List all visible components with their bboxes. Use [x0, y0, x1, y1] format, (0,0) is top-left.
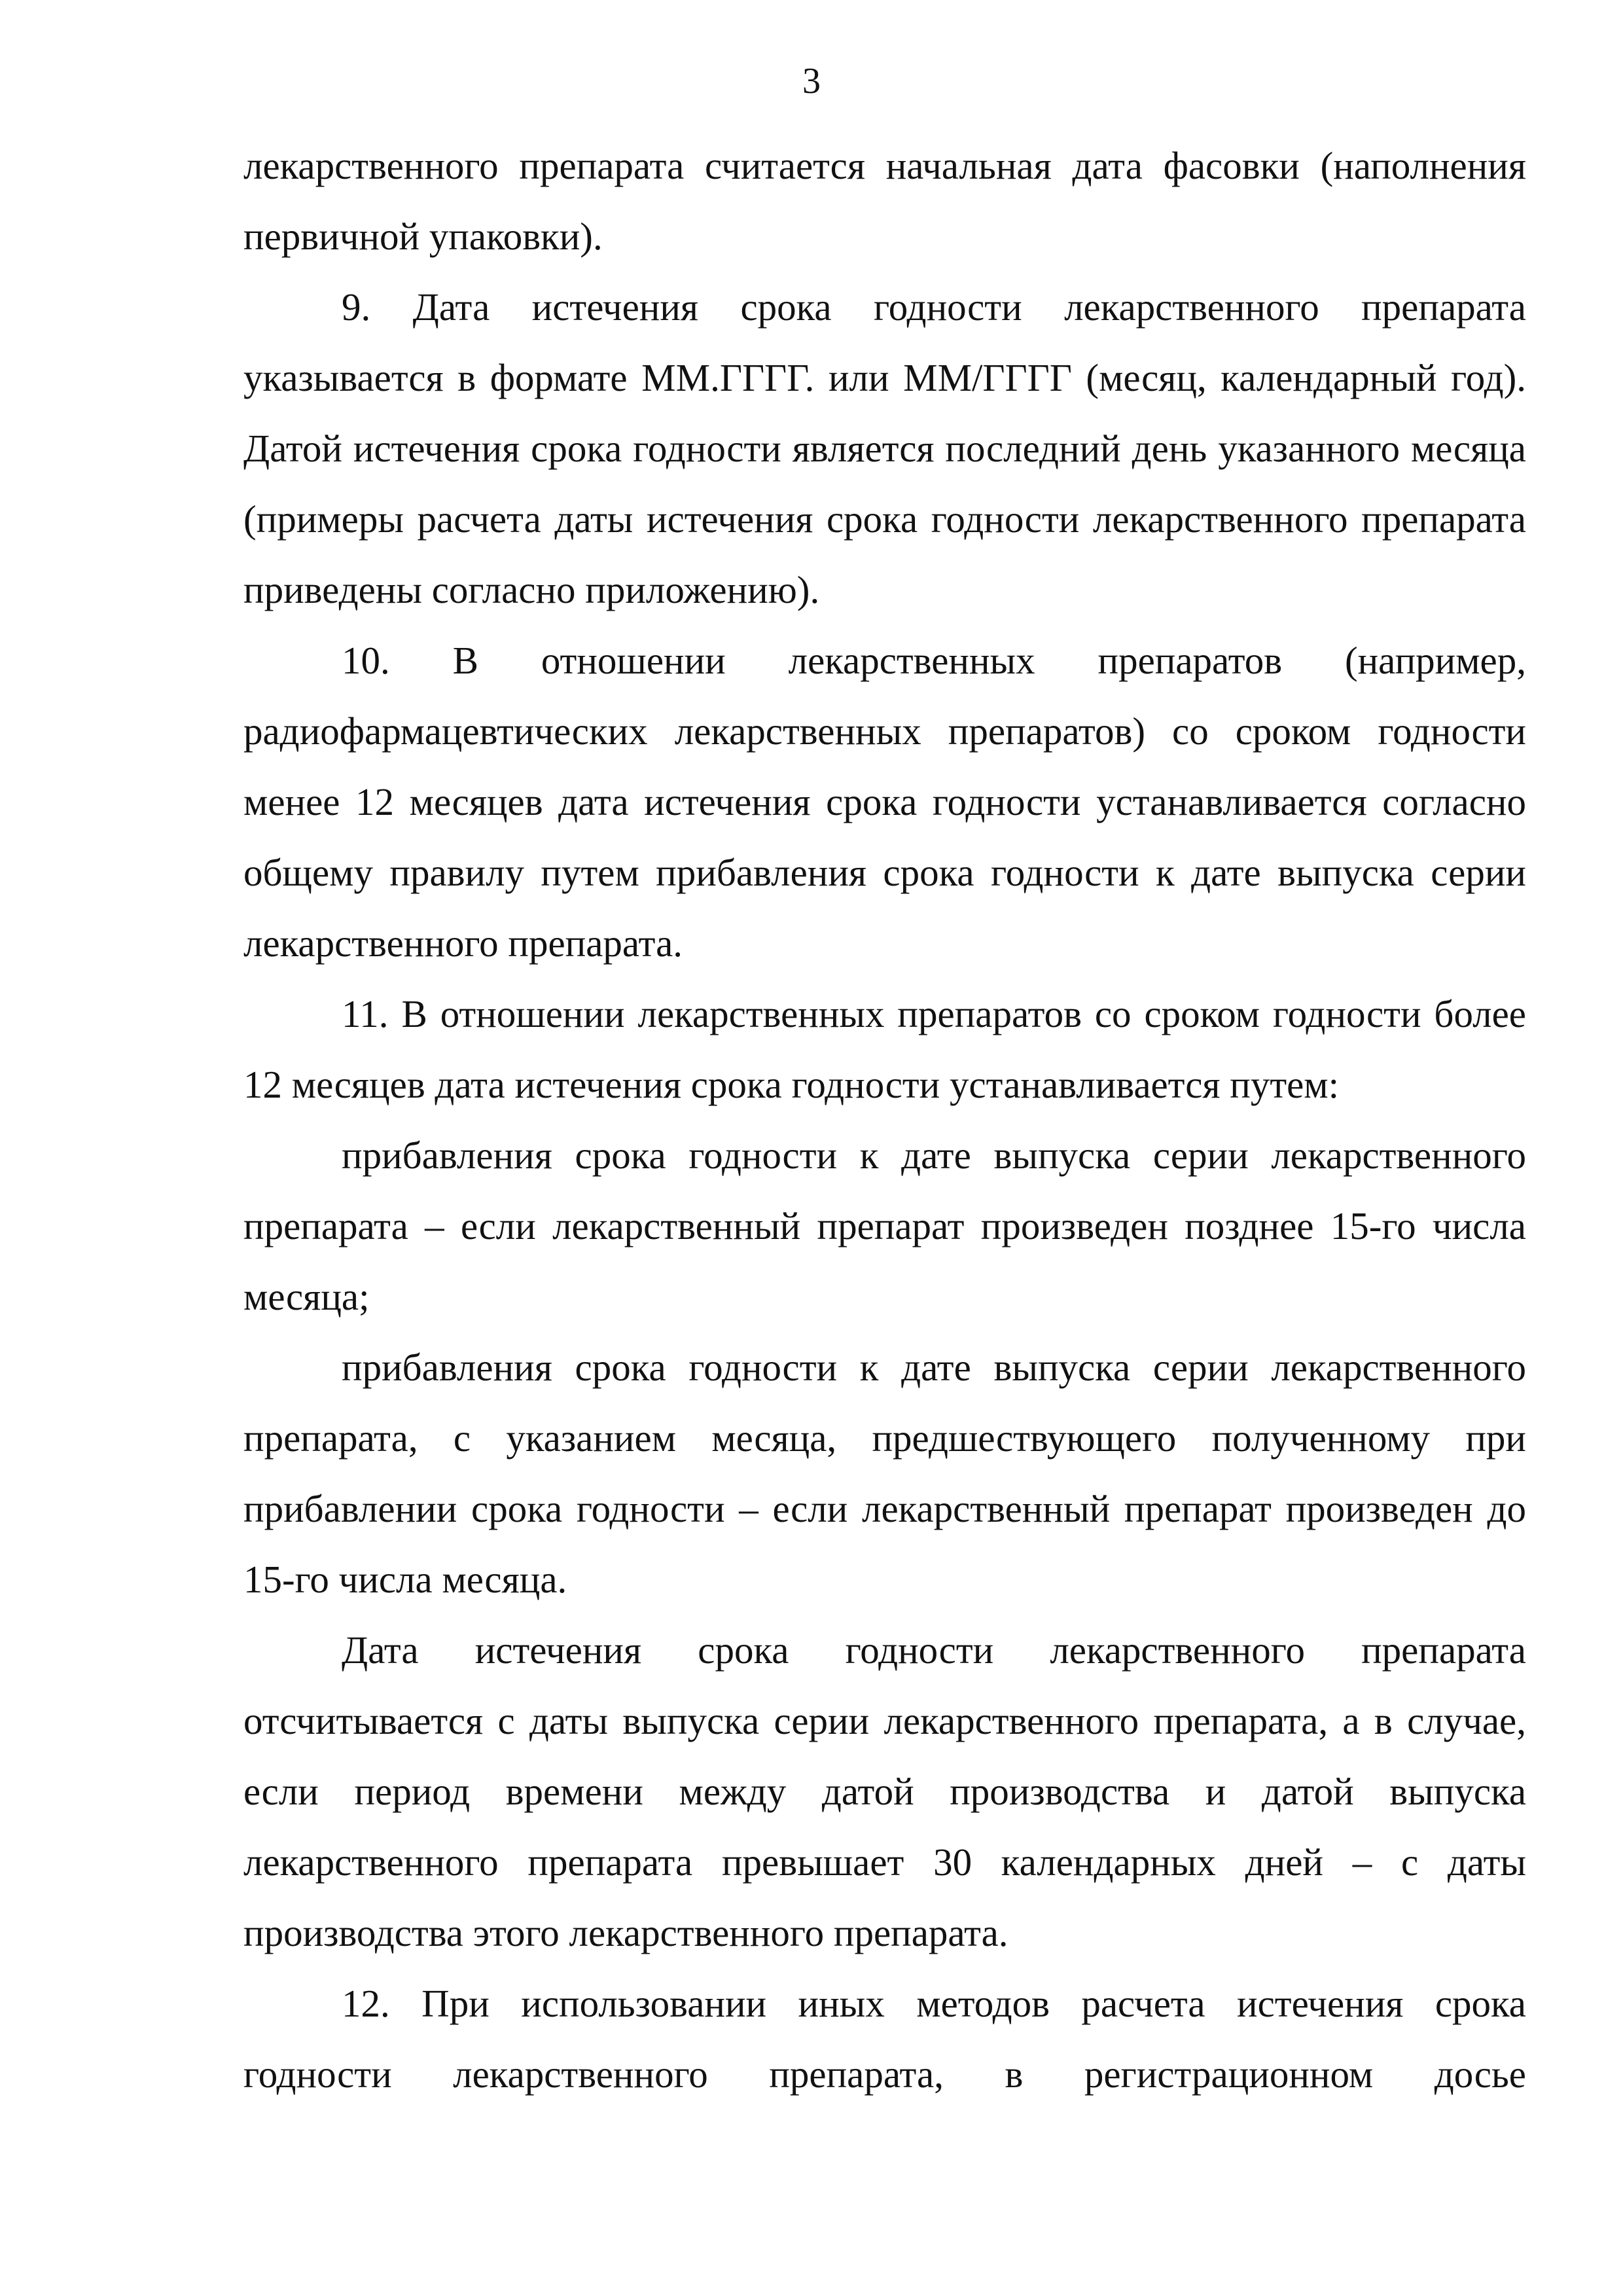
paragraph-continuation: лекарственного препарата считается начальная дата фасовки (наполнения первичной упаковки). — [243, 144, 1526, 258]
page-number: 3 — [802, 61, 821, 101]
paragraph-item-12: 12. При использовании иных методов расчета истечения срока годности лекарственного препарата, в регистрационном досье — [243, 1982, 1526, 2096]
paragraph-item-11-option-2: прибавления срока годности к дате выпуска серии лекарственного препарата, с указанием месяца, предшествующего полученному при прибавлении срока годности – если лекарственный препарат произведен до 15-го числа месяца. — [243, 1346, 1526, 1601]
paragraph-item-11: 11. В отношении лекарственных препаратов со сроком годности более 12 месяцев дата истечения срока годности устанавливается путем: — [243, 992, 1526, 1106]
document-body — [243, 130, 1526, 2109]
paragraph-item-10: 10. В отношении лекарственных препаратов (например, радиофармацевтических лекарственных препаратов) со сроком годности менее 12 месяцев дата истечения срока годности устанавливается согласно общему правилу путем прибавления срока годности к дате выпуска серии лекарственного препарата. — [243, 639, 1526, 965]
paragraph-item-9: 9. Дата истечения срока годности лекарственного препарата указывается в формате ММ.ГГГГ. или ММ/ГГГГ (месяц, календарный год). Датой истечения срока годности является последний день указанного месяца (примеры расчета даты истечения срока годности лекарственного препарата приведены согласно приложению). — [243, 285, 1526, 611]
paragraph-expiry-count: Дата истечения срока годности лекарственного препарата отсчитывается с даты выпуска серии лекарственного препарата, а в случае, если период времени между датой производства и датой выпуска лекарственного препарата превышает 30 календарных дней – с даты производства этого лекарственного препарата. — [243, 1628, 1526, 1954]
paragraph-item-11-option-1: прибавления срока годности к дате выпуска серии лекарственного препарата – если лекарственный препарат произведен позднее 15-го числа месяца; — [243, 1134, 1526, 1318]
